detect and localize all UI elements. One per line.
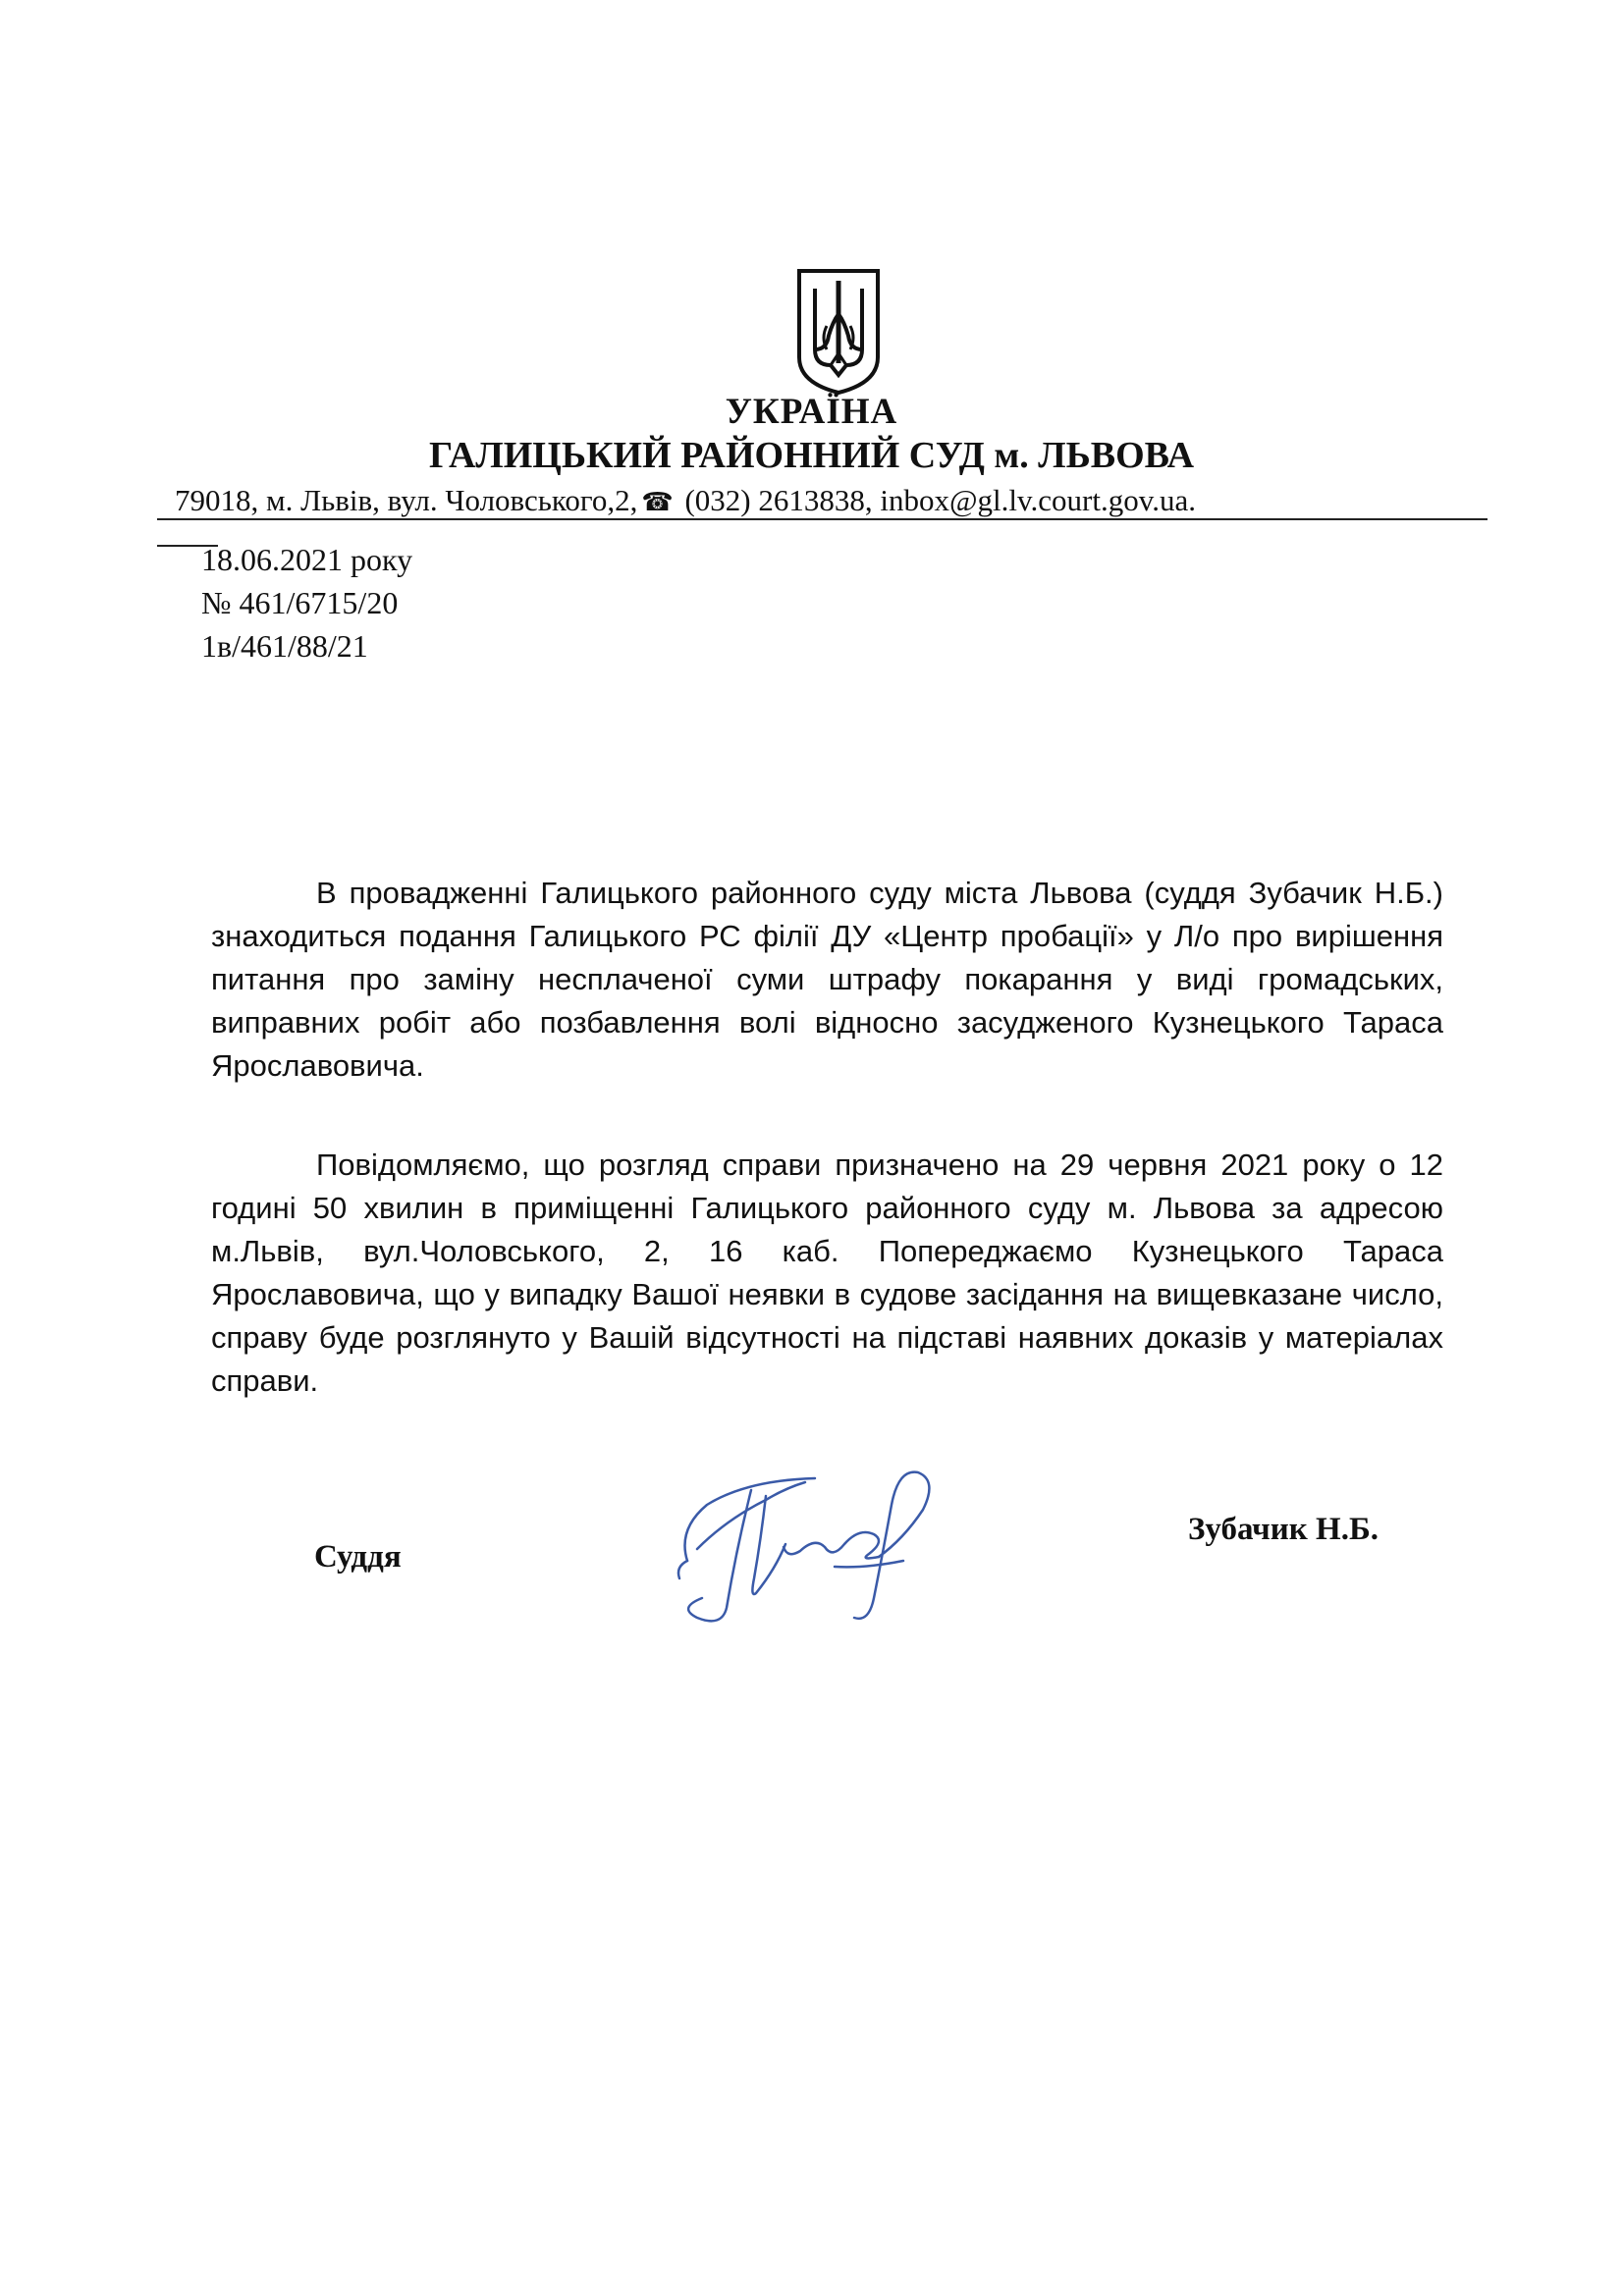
phone-number: (032) 2613838 (684, 483, 865, 517)
letter-date: 18.06.2021 року (201, 542, 413, 577)
address-text: 79018, м. Львів, вул. Чоловського,2, (175, 483, 638, 517)
signatory-role: Суддя (314, 1539, 402, 1575)
outgoing-number: 1в/461/88/21 (201, 628, 368, 664)
header-rule (157, 518, 1488, 520)
court-name-heading: ГАЛИЦЬКИЙ РАЙОННИЙ СУД м. ЛЬВОВА (428, 435, 1195, 476)
paragraph-2-text: Повідомляємо, що розгляд справи призначено на 29 червня 2021 року о 12 годині 50 хвилин в приміщенні Галицького районного суду м. Львова за адресою м.Львів, вул.Чоловського, 2, 16 каб. Попереджаємо Кузнецького Тараса Ярославовича, що у випадку Вашої неявки в судове засідання на вищевказане число, справу буде розглянуто у Вашій відсутності на підставі наявних доказів у матеріалах справи. (211, 1148, 1443, 1398)
paragraph-1-text: В провадженні Галицького районного суду міста Львова (суддя Зубачик Н.Б.) знаходиться подання Галицького РС філії ДУ «Центр пробації» у Л/о про вирішення питання про заміну несплаченої суми штрафу покарання у виді громадських, виправних робіт або позбавлення волі відносно засудженого Кузнецького Тараса Ярославовича. (211, 876, 1443, 1083)
body-paragraph-2 (211, 1144, 1443, 1403)
body-paragraph-1 (211, 872, 1443, 1088)
country-heading: УКРАЇНА (725, 392, 898, 432)
case-number: № 461/6715/20 (201, 585, 399, 620)
telephone-icon: ☎ (641, 488, 674, 517)
handwritten-signature (668, 1451, 982, 1657)
court-address-line: 79018, м. Львів, вул. Чоловського,2, ☎ (032) 2613838, inbox@gl.lv.court.gov.ua. (175, 483, 1196, 517)
email-address: inbox@gl.lv.court.gov.ua. (880, 483, 1196, 517)
coat-of-arms-icon (793, 267, 884, 397)
signatory-name: Зубачик Н.Б. (1188, 1512, 1380, 1547)
